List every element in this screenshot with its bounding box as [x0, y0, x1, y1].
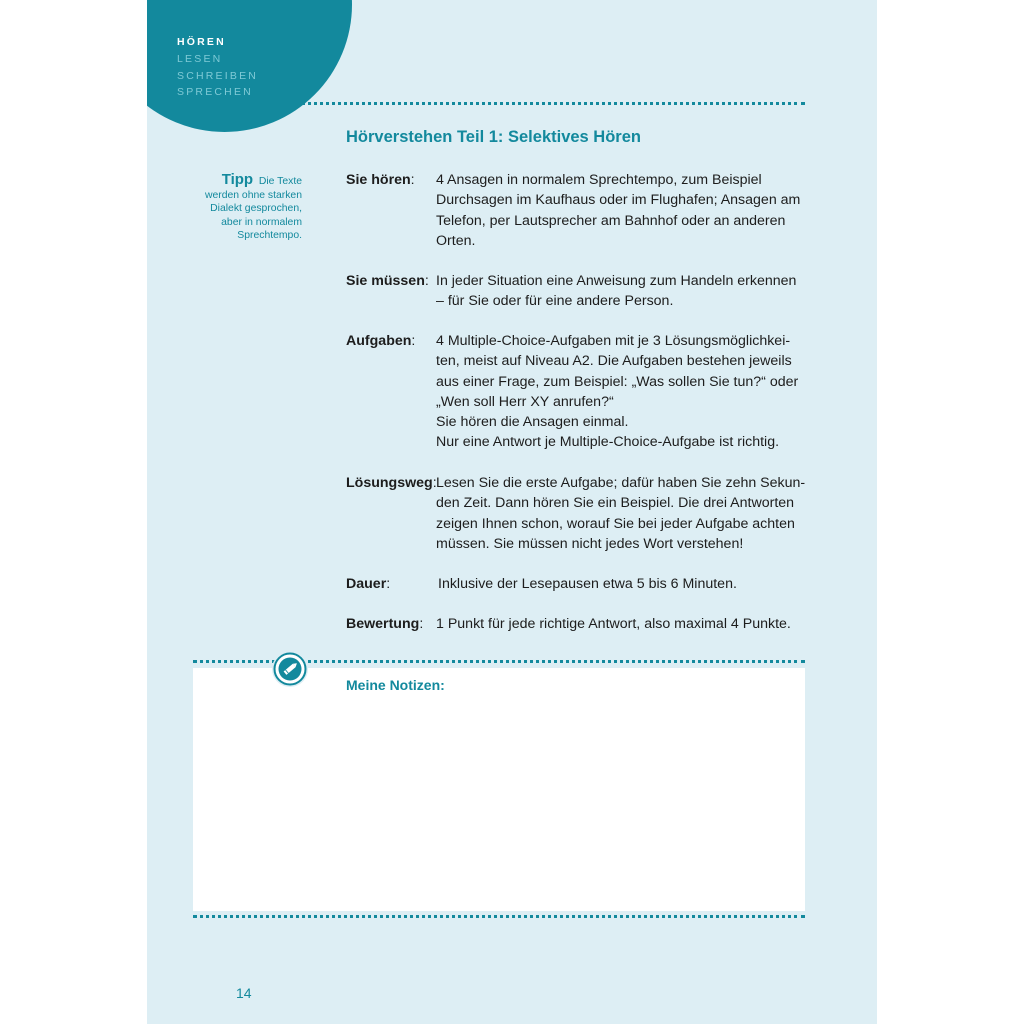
nav-item-hoeren[interactable]: HÖREN — [177, 36, 226, 48]
row-text: Inklusive der Lesepausen etwa 5 bis 6 Minuten. — [438, 576, 737, 592]
pencil-badge — [272, 651, 308, 687]
row-label: Sie hören: — [346, 172, 415, 188]
skill-nav — [177, 34, 258, 101]
row-label: Aufgaben: — [346, 333, 416, 349]
pencil-icon — [273, 652, 307, 686]
page-title: Hörverstehen Teil 1: Selektives Hören — [346, 128, 641, 146]
row-text: 4 Multiple-Choice-Aufgaben mit je 3 Lösungsmöglichkei- ten, meist auf Niveau A2. Die Aufgaben bestehen jeweils aus einer Frage, zum Beispiel: „Was sollen Sie tun?“ oder „Wen soll Herr XY anrufen?“ Sie hören die Ansagen einmal. Nur eine Antwort je Multiple-Choice-Aufgabe ist richtig. — [436, 333, 799, 451]
divider-notes-bottom — [193, 915, 805, 918]
tip-text-line: Sprechtempo. — [237, 230, 302, 242]
row-text: 1 Punkt für jede richtige Antwort, also maximal 4 Punkte. — [436, 616, 791, 632]
document-page — [147, 0, 877, 1024]
notes-area[interactable] — [193, 668, 805, 911]
tip-text-line: Dialekt gesprochen, — [210, 203, 302, 215]
tip-text-line: Die Texte — [258, 176, 302, 187]
row-text: In jeder Situation eine Anweisung zum Handeln erkennen – für Sie oder für eine andere Person. — [436, 273, 797, 310]
notes-title: Meine Notizen: — [346, 677, 445, 693]
row-label: Bewertung: — [346, 616, 424, 632]
row-text: 4 Ansagen in normalem Sprechtempo, zum Beispiel Durchsagen im Kaufhaus oder im Flughafen; Ansagen am Telefon, per Lautsprecher am Bahnhof oder an anderen Orten. — [436, 172, 801, 249]
page-number: 14 — [236, 985, 252, 1001]
nav-item-sprechen[interactable]: SPRECHEN — [177, 86, 253, 99]
tip-label: Tipp — [221, 171, 254, 188]
tip-box — [187, 173, 302, 243]
row-label: Sie müssen: — [346, 273, 429, 289]
row-label: Lösungsweg: — [346, 475, 437, 491]
nav-item-schreiben[interactable]: SCHREIBEN — [177, 69, 259, 82]
tip-text-line: werden ohne starken — [204, 189, 302, 201]
row-text: Lesen Sie die erste Aufgabe; dafür haben Sie zehn Sekun- den Zeit. Dann hören Sie ein Beispiel. Die drei Antworten zeigen Ihnen schon, worauf Sie bei jeder Aufgabe achten müssen. Sie müssen nicht jedes Wort verstehen! — [436, 475, 806, 552]
divider-top — [283, 102, 805, 105]
tip-text-line: aber in normalem — [221, 216, 302, 228]
row-label: Dauer: — [346, 576, 391, 592]
nav-item-lesen[interactable]: LESEN — [177, 52, 223, 65]
